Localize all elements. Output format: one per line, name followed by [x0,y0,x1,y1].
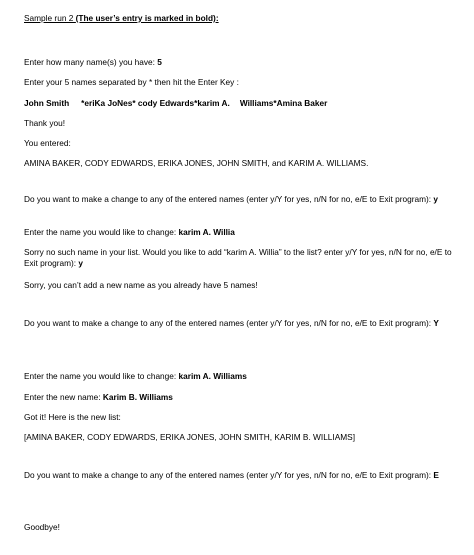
new-name-prompt: Enter the new name: [24,392,103,402]
sorry-line [24,247,454,269]
count-prompt-line [24,57,454,68]
new-name-line [24,392,454,403]
names-input-line [24,98,454,109]
heading-bold: (The user’s entry is marked in bold): [75,13,219,23]
cant-add-text: Sorry, you can’t add a new name as you already have 5 names! [24,280,258,290]
change-question-2 [24,318,454,329]
sorry-answer: y [78,258,84,268]
name-prompt: Enter the name you would like to change: [24,371,179,381]
name-input-2: karim A. Williams [178,371,247,381]
count-input: 5 [157,57,162,67]
goodbye-text: Goodbye! [24,522,60,532]
names-input-part1: John Smith [24,98,70,108]
names-input-part3: Williams*Amina Baker [239,98,328,108]
sorry-text: Sorry no such name in your list. Would you like to add “karim A. Willia” to the list? enter y/Y for yes, n/N for no, e/E to Exit program): [24,247,452,268]
change-answer-2: Y [433,318,439,328]
names-input-part2: *eriKa JoNes* cody Edwards*karim A. [81,98,230,108]
change-answer-1: y [433,194,438,204]
new-list: [AMINA BAKER, CODY EDWARDS, ERIKA JONES, JOHN SMITH, KARIM B. WILLIAMS] [24,432,356,442]
change-question-3 [24,470,454,481]
change-question-1 [24,194,454,205]
heading [24,13,454,24]
thanks-text: Thank you! [24,118,66,128]
count-prompt: Enter how many name(s) you have: [24,57,158,67]
names-prompt: Enter your 5 names separated by * then hit the Enter Key : [24,77,239,87]
entered-list: AMINA BAKER, CODY EDWARDS, ERIKA JONES, JOHN SMITH, and KARIM A. WILLIAMS. [24,158,369,168]
change-question-text: Do you want to make a change to any of the entered names (enter y/Y for yes, n/N for no, e/E to Exit program): [24,470,434,480]
got-it-text: Got it! Here is the new list: [24,412,121,422]
change-answer-3: E [433,470,439,480]
heading-prefix: Sample run 2 [24,13,76,23]
name-input-1: karim A. Willia [178,227,235,237]
name-prompt-line-1 [24,227,454,238]
change-question-text: Do you want to make a change to any of the entered names (enter y/Y for yes, n/N for no, e/E to Exit program): [24,194,434,204]
new-name-input: Karim B. Williams [102,392,173,402]
change-question-text: Do you want to make a change to any of the entered names (enter y/Y for yes, n/N for no, e/E to Exit program): [24,318,434,328]
name-prompt-line-2 [24,371,454,382]
you-entered-label: You entered: [24,138,71,148]
name-prompt: Enter the name you would like to change: [24,227,179,237]
